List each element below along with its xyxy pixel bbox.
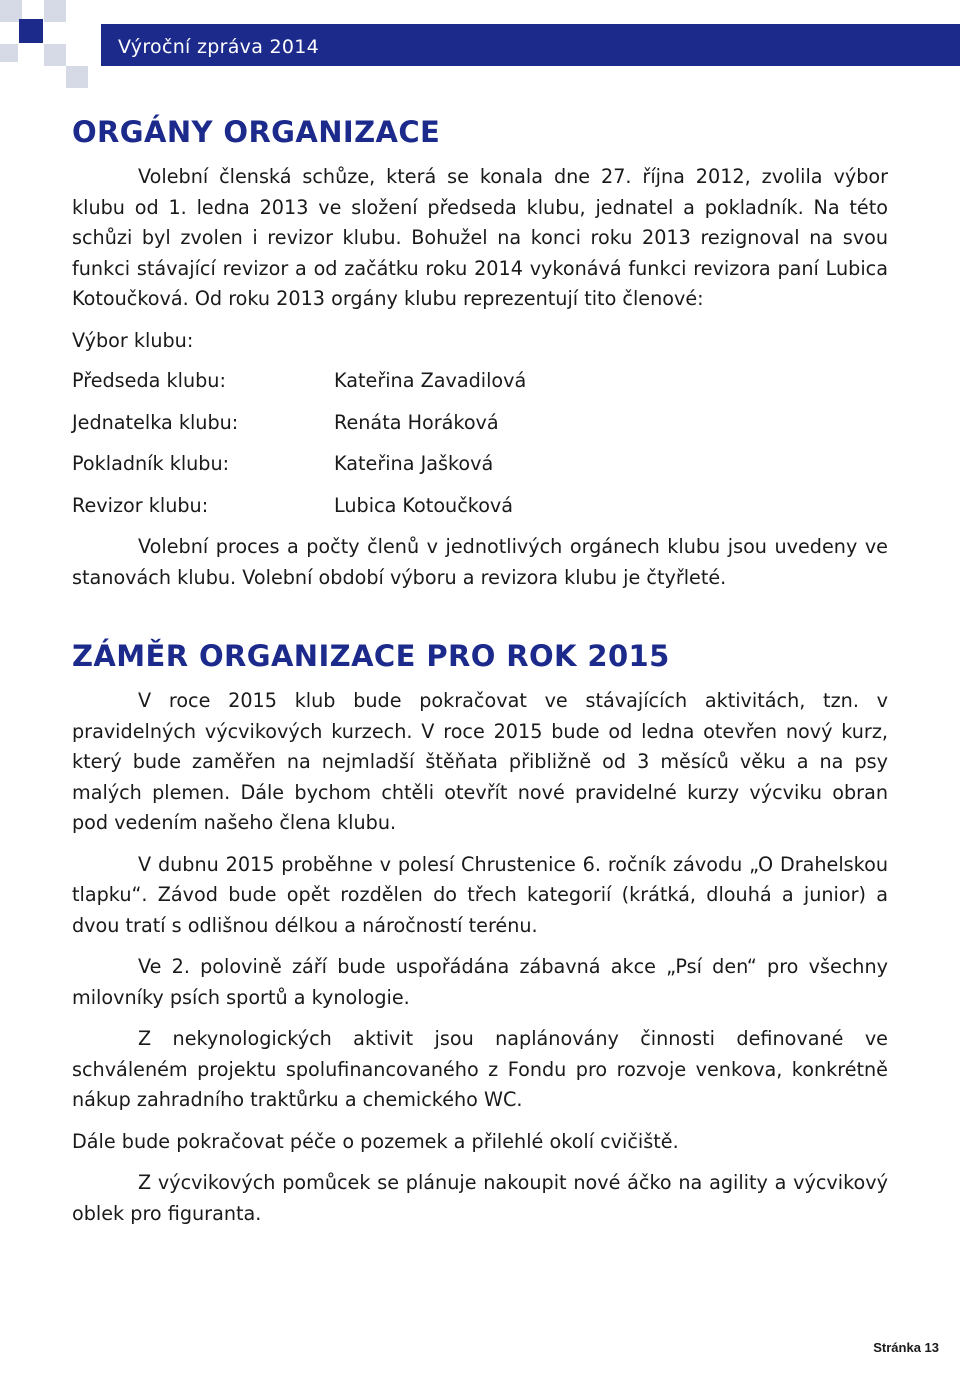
roster-role: Revizor klubu: [72, 493, 209, 517]
paragraph-plan-race: V dubnu 2015 proběhne v polesí Chrustenice 6. ročník závodu „O Drahelskou tlapku“. Závod bude opět rozdělen do třech kategorií (krátká, dlouhá a junior) a dvou tratí s odlišnou délkou a náročností terénu. [72, 852, 888, 937]
roster-role: Pokladník klubu: [72, 452, 230, 475]
header-deco-square-dark [19, 19, 43, 43]
page-number: Stránka 13 [873, 1340, 939, 1355]
roster-row [72, 449, 888, 491]
paragraph-plan-courses: V roce 2015 klub bude pokračovat ve stávajících aktivitách, tzn. v pravidelných výcvikových kurzech. V roce 2015 bude od ledna otevřen nový kurz, který bude zaměřen na nejmladší štěňata přibližně od 3 měsíců věku a na psy malých plemen. Dále bychom chtěli otevřít nové pravidelné kurzy výcviku obran pod vedením našeho člena klubu. [72, 689, 888, 834]
paragraph-plan-grounds: Dále bude pokračovat péče o pozemek a přilehlé okolí cvičiště. [72, 1129, 679, 1153]
committee-label: Výbor klubu: [72, 328, 194, 352]
paragraph-election: Volební proces a počty členů v jednotlivých orgánech klubu jsou uvedeny ve stanovách klubu. Volební období výboru a revizora klubu je čtyřleté. [72, 535, 888, 589]
roster-name: Renáta Horáková [334, 410, 499, 434]
roster-role: Předseda klubu: [72, 369, 226, 392]
section-heading-organs: ORGÁNY ORGANIZACE [72, 115, 441, 149]
roster-name: Kateřina Jašková [334, 452, 494, 475]
roster-name: Kateřina Zavadilová [334, 369, 527, 392]
header-title: Výroční zpráva 2014 [118, 36, 320, 58]
roster-row [72, 366, 888, 408]
committee-roster [72, 366, 888, 532]
section-heading-plan: ZÁMĚR ORGANIZACE PRO ROK 2015 [72, 639, 670, 673]
paragraph-plan-project: Z nekynologických aktivit jsou naplánovány činnosti definované ve schváleném projektu spolufinancovaného z Fondu pro rozvoje venkova, konkrétně nákup zahradního traktůrku a chemického WC. [72, 1027, 888, 1111]
paragraph-plan-dogday: Ve 2. polovině září bude uspořádána zábavná akce „Psí den“ pro všechny milovníky psích sportů a kynologie. [72, 955, 888, 1009]
header-deco-square [0, 44, 18, 62]
paragraph-intro: Volební členská schůze, která se konala dne 27. října 2012, zvolila výbor klubu od 1. ledna 2013 ve složení předseda klubu, jednatel a pokladník. Na této schůzi byl zvolen i revizor klubu. Bohužel na konci roku 2013 rezignoval na svou funkci stávající revizor a od začátku roku 2014 vykonává funkci revizora paní Lubica Kotoučková. Od roku 2013 orgány klubu reprezentují tito členové: [72, 165, 888, 310]
header-deco-square [44, 44, 66, 66]
roster-row [72, 408, 888, 450]
header-deco-square [44, 0, 66, 22]
header-deco-square [66, 66, 88, 88]
roster-name: Lubica Kotoučková [334, 493, 514, 517]
page-content [72, 112, 888, 1229]
roster-role: Jednatelka klubu: [72, 410, 239, 434]
paragraph-plan-equipment: Z výcvikových pomůcek se plánuje nakoupit nové áčko na agility a výcvikový oblek pro figuranta. [72, 1171, 888, 1225]
roster-row [72, 491, 888, 533]
